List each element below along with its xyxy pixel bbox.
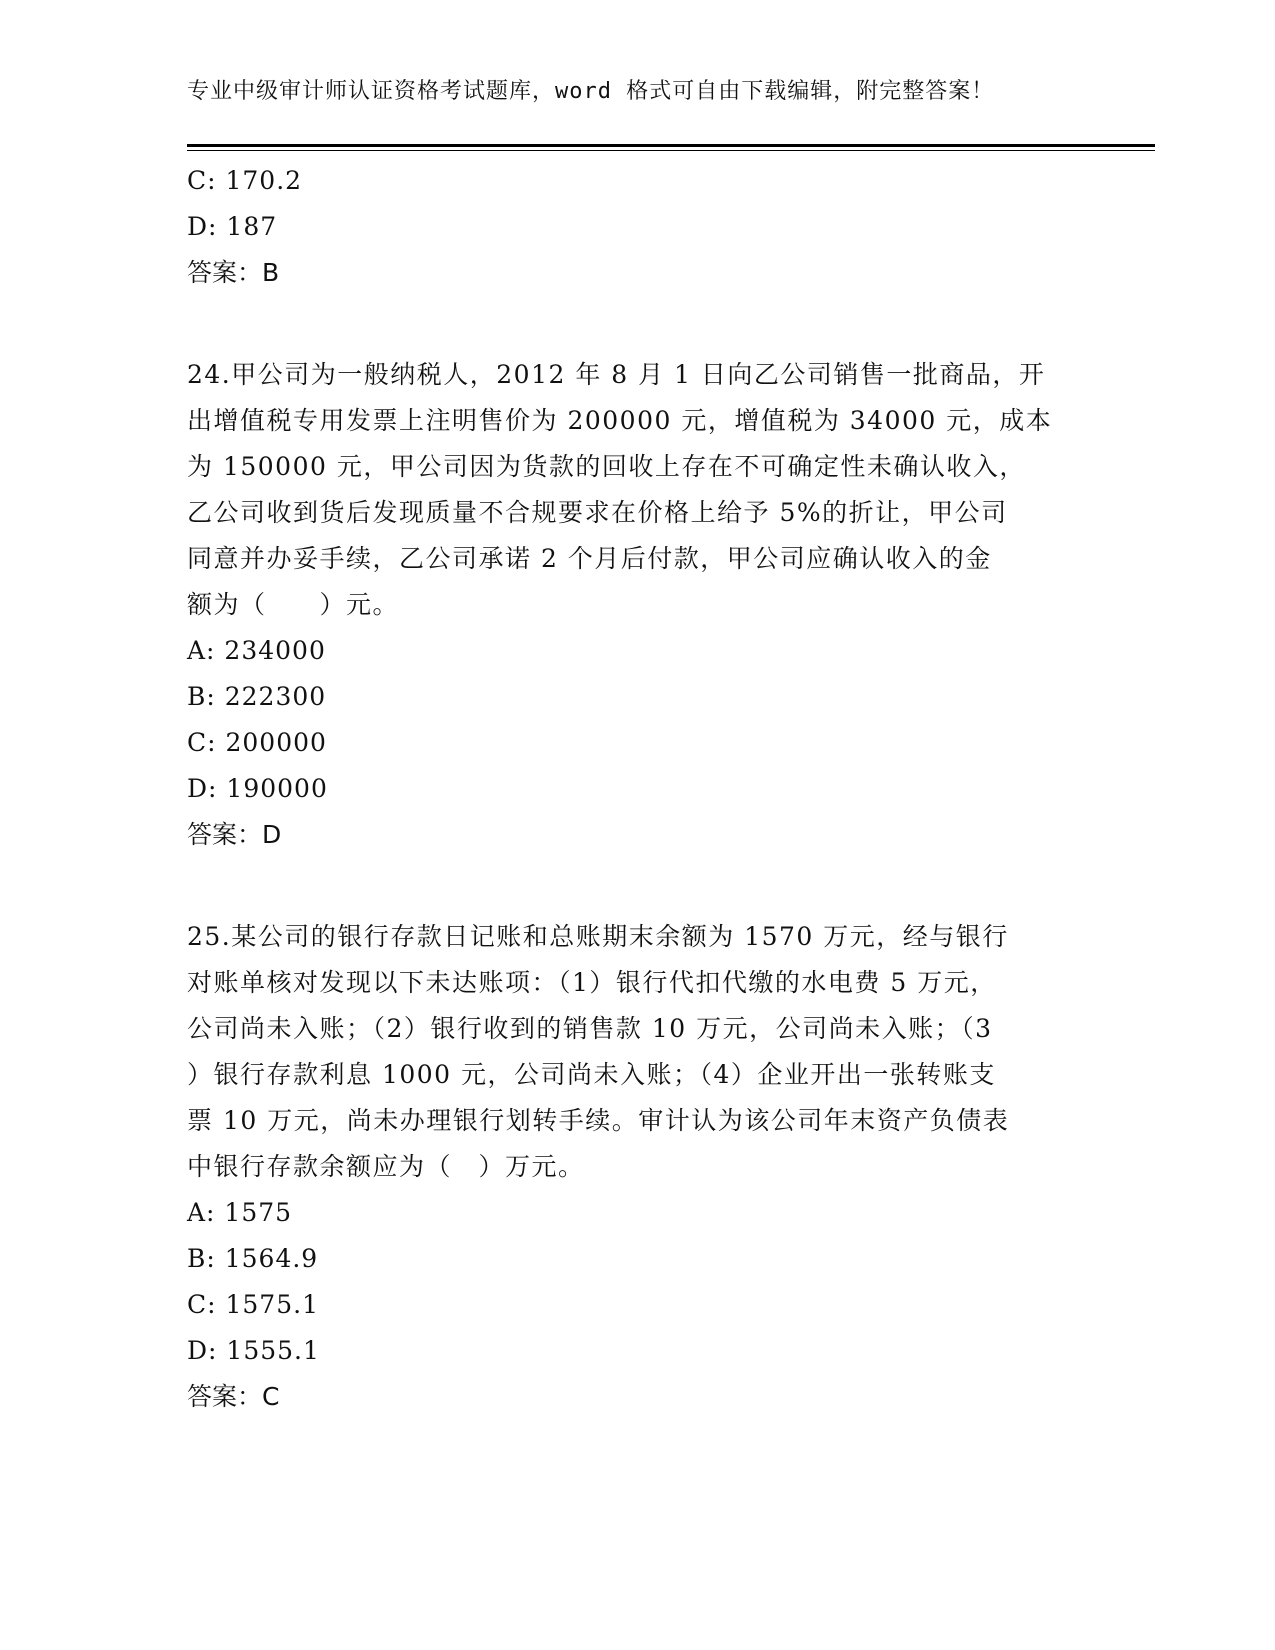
question-25-text [187,914,1087,1190]
option-b: B: 222300 [187,682,327,711]
header-rule-thin [187,150,1155,151]
question-text-line: 25.某公司的银行存款日记账和总账期末余额为 1570 万元，经与银行 [187,922,1009,951]
header-rule-thick [187,144,1155,147]
question-25 [187,914,1087,1420]
option-d: D: 187 [187,212,278,241]
question-text-line: ）银行存款利息 1000 元，公司尚未入账；（4）企业开出一张转账支 [187,1060,996,1089]
question-text-line: 乙公司收到货后发现质量不合规要求在价格上给予 5%的折让，甲公司 [187,498,1008,527]
question-text-line: 出增值税专用发票上注明售价为 200000 元，增值税为 34000 元，成本 [187,406,1053,435]
question-text-line: 票 10 万元，尚未办理银行划转手续。审计认为该公司年末资产负债表 [187,1106,1010,1135]
option-b: B: 1564.9 [187,1244,319,1273]
option-c: C: 1575.1 [187,1290,319,1319]
question-24 [187,352,1087,858]
question-text-line: 额为（ ）元。 [187,590,400,619]
page-header: 专业中级审计师认证资格考试题库，word 格式可自由下载编辑，附完整答案！ [187,79,995,104]
question-text-line: 24.甲公司为一般纳税人，2012 年 8 月 1 日向乙公司销售一批商品，开 [187,360,1046,389]
question-text-line: 中银行存款余额应为（ ）万元。 [187,1152,585,1181]
option-c: C: 170.2 [187,166,303,195]
question-text-line: 公司尚未入账；（2）银行收到的销售款 10 万元，公司尚未入账；（3 [187,1014,993,1043]
question-text-line: 为 150000 元，甲公司因为货款的回收上存在不可确定性未确认收入， [187,452,1026,481]
option-d: D: 1555.1 [187,1336,320,1365]
answer-line: 答案：D [187,820,282,849]
option-a: A: 1575 [187,1198,293,1227]
answer-line: 答案：C [187,1382,280,1411]
option-d: D: 190000 [187,774,328,803]
answer-line: 答案：B [187,258,280,287]
option-c: C: 200000 [187,728,327,757]
question-24-text [187,352,1087,628]
question-text-line: 同意并办妥手续，乙公司承诺 2 个月后付款，甲公司应确认收入的金 [187,544,992,573]
question-text-line: 对账单核对发现以下未达账项：（1）银行代扣代缴的水电费 5 万元， [187,968,997,997]
prev-question-block [187,158,1087,296]
option-a: A: 234000 [187,636,326,665]
page-content [187,158,1087,1420]
